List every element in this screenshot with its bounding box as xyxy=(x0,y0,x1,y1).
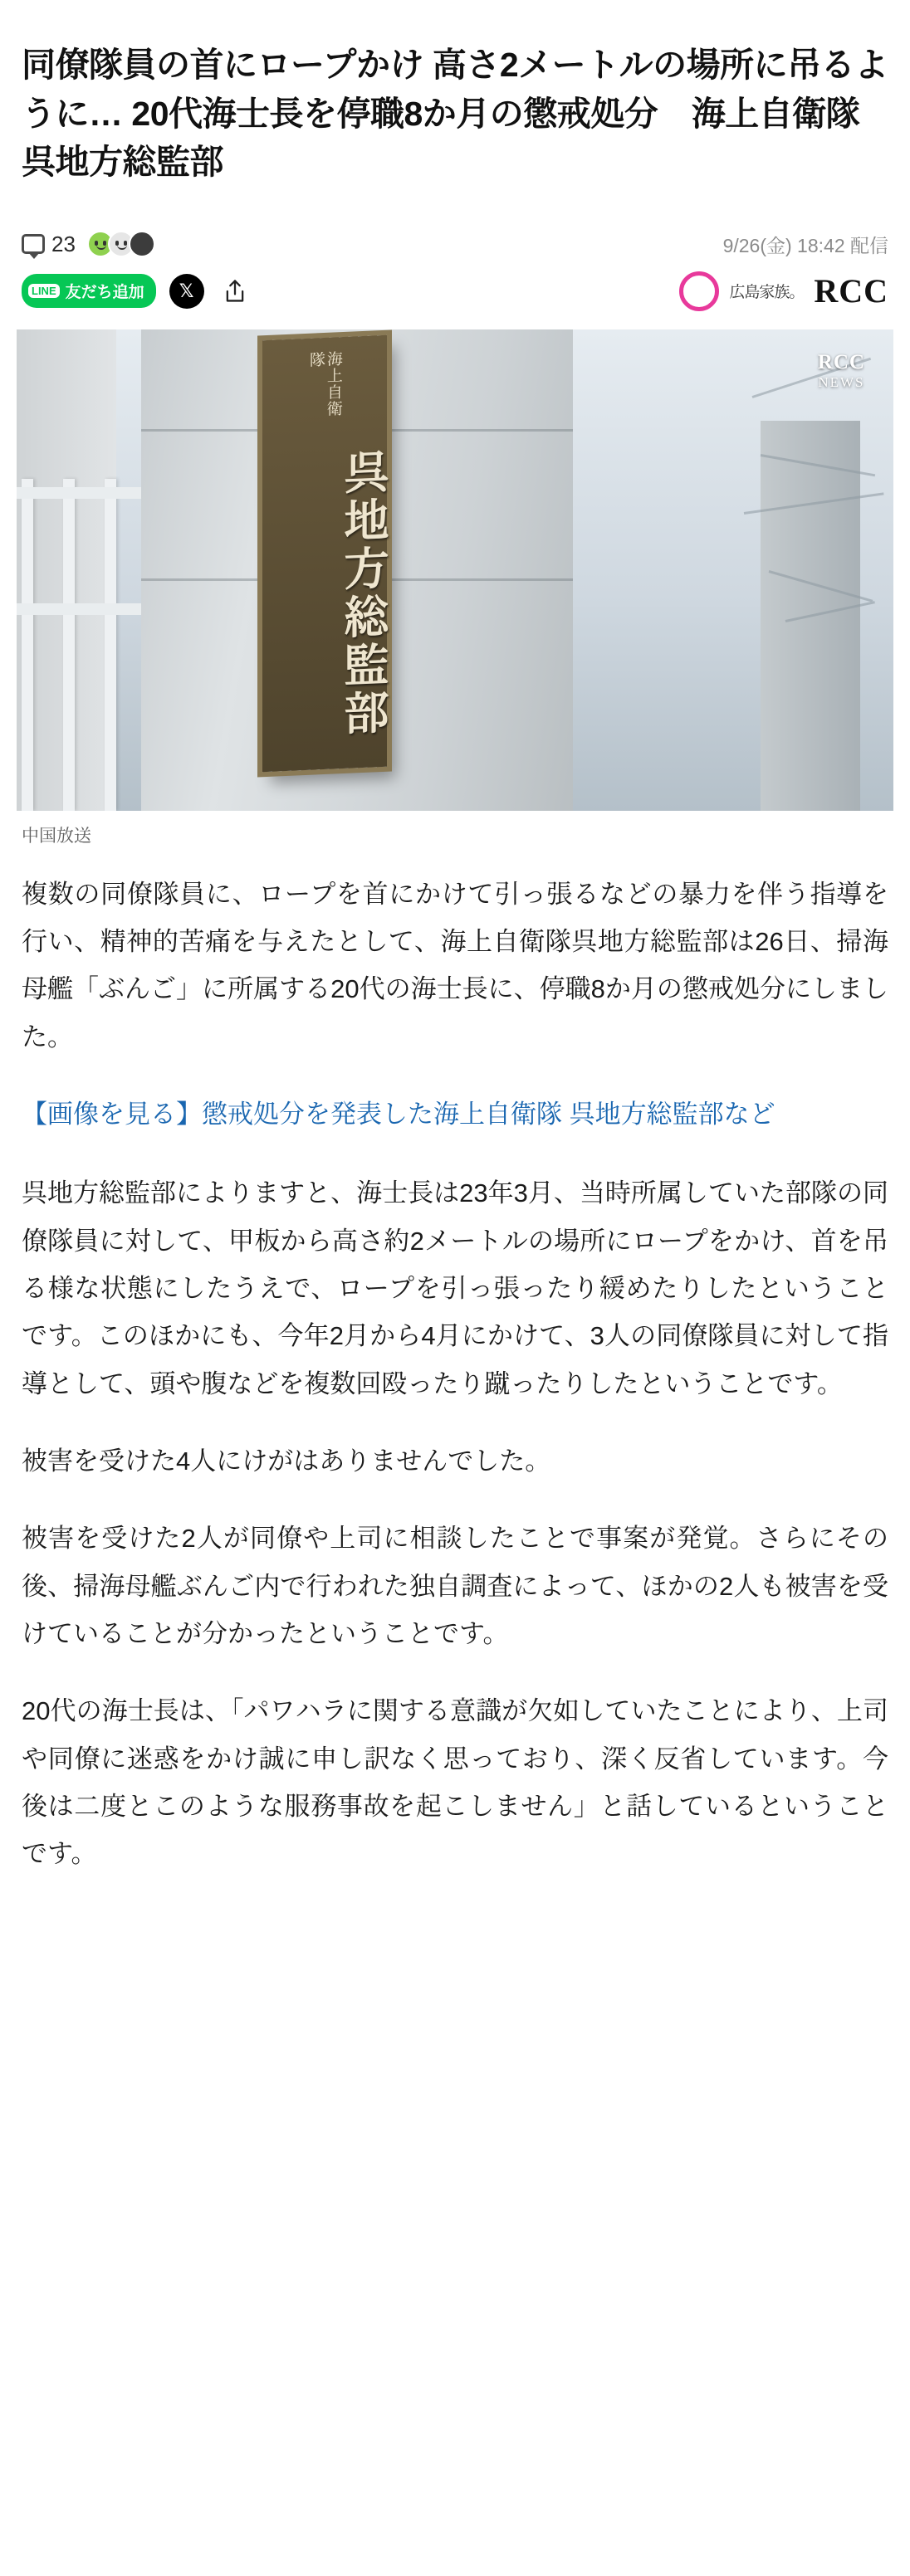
reaction-dark-icon xyxy=(129,231,155,257)
article-meta-row xyxy=(0,209,910,258)
article-body-top xyxy=(0,847,910,1061)
line-add-friend-button[interactable] xyxy=(22,274,156,308)
hero-sign-main-text: 呉地方総監部 xyxy=(337,447,390,739)
comment-bubble-icon xyxy=(22,234,45,254)
body-paragraph: 被害を受けた2人が同僚や上司に相談したことで事案が発覚。さらにその後、掃海母艦ぶんご内で行われた独自調査によって、ほかの2人も被害を受けていることが分かったということです。 xyxy=(22,1524,888,1649)
publish-date: 9/26(金) 18:42 配信 xyxy=(722,234,888,256)
watermark-line-2: NEWS xyxy=(818,373,865,390)
view-images-link[interactable]: 【画像を見る】懲戒処分を発表した海上自衛隊 呉地方総監部など xyxy=(22,1099,775,1129)
broadcaster-brand xyxy=(679,271,888,311)
brand-tagline: 広島家族。 xyxy=(729,284,805,302)
body-paragraph: 複数の同僚隊員に、ロープを首にかけて引っ張るなどの暴力を伴う指導を行い、精神的苦痛を与えたとして、海上自衛隊呉地方総監部は26日、掃海母艦「ぶんご」に所属する20代の海士長に、停職8か月の懲戒処分にしました。 xyxy=(22,879,888,1051)
reaction-avatars[interactable] xyxy=(87,231,155,257)
line-logo-icon: LINE xyxy=(28,284,60,298)
body-paragraph: 20代の海士長は、「パワハラに関する意識が欠如していたことにより、上司や同僚に迷惑をかけ誠に申し訳なく思っており、深く反省しています。今後は二度とこのような服務事故を起こしません」と話しているということです。 xyxy=(22,1696,888,1869)
article-body-rest xyxy=(0,1169,910,1877)
page-title: 同僚隊員の首にロープかけ 高さ2メートルの場所に吊るように… 20代海士長を停職8か月の懲戒処分 海上自衛隊呉地方総監部 xyxy=(22,46,888,181)
hero-sign-small-text: 海上自衛隊 xyxy=(307,349,343,417)
share-buttons-group xyxy=(22,274,252,309)
rcc-news-watermark xyxy=(818,351,865,391)
rcc-logo-text: RCC xyxy=(814,272,888,310)
rcc-circle-icon xyxy=(679,271,719,311)
comment-count-button[interactable] xyxy=(22,232,76,257)
article-page xyxy=(0,22,910,1940)
hero-tree xyxy=(736,363,893,661)
share-icon[interactable] xyxy=(218,274,252,309)
share-row xyxy=(0,258,910,311)
meta-left-group xyxy=(22,231,155,257)
line-add-friend-label: 友だち追加 xyxy=(65,284,144,302)
image-credit: 中国放送 xyxy=(22,826,91,846)
body-paragraph: 被害を受けた4人にけがはありませんでした。 xyxy=(22,1447,551,1476)
watermark-line-1: RCC xyxy=(817,350,865,373)
hero-signboard xyxy=(262,334,390,772)
x-share-icon[interactable]: 𝕏 xyxy=(169,274,204,309)
body-paragraph: 呉地方総監部によりますと、海士長は23年3月、当時所属していた部隊の同僚隊員に対して、甲板から高さ約2メートルの場所にロープをかけ、首を吊る様な状態にしたうえで、ロープを引っ張ったり緩めたりしたということです。このほかにも、今年2月から4月にかけて、3人の同僚隊員に対して指導として、頭や腹などを複数回殴ったり蹴ったりしたということです。 xyxy=(22,1178,888,1398)
comment-count-label: 23 xyxy=(51,231,76,256)
hero-image xyxy=(17,329,893,811)
